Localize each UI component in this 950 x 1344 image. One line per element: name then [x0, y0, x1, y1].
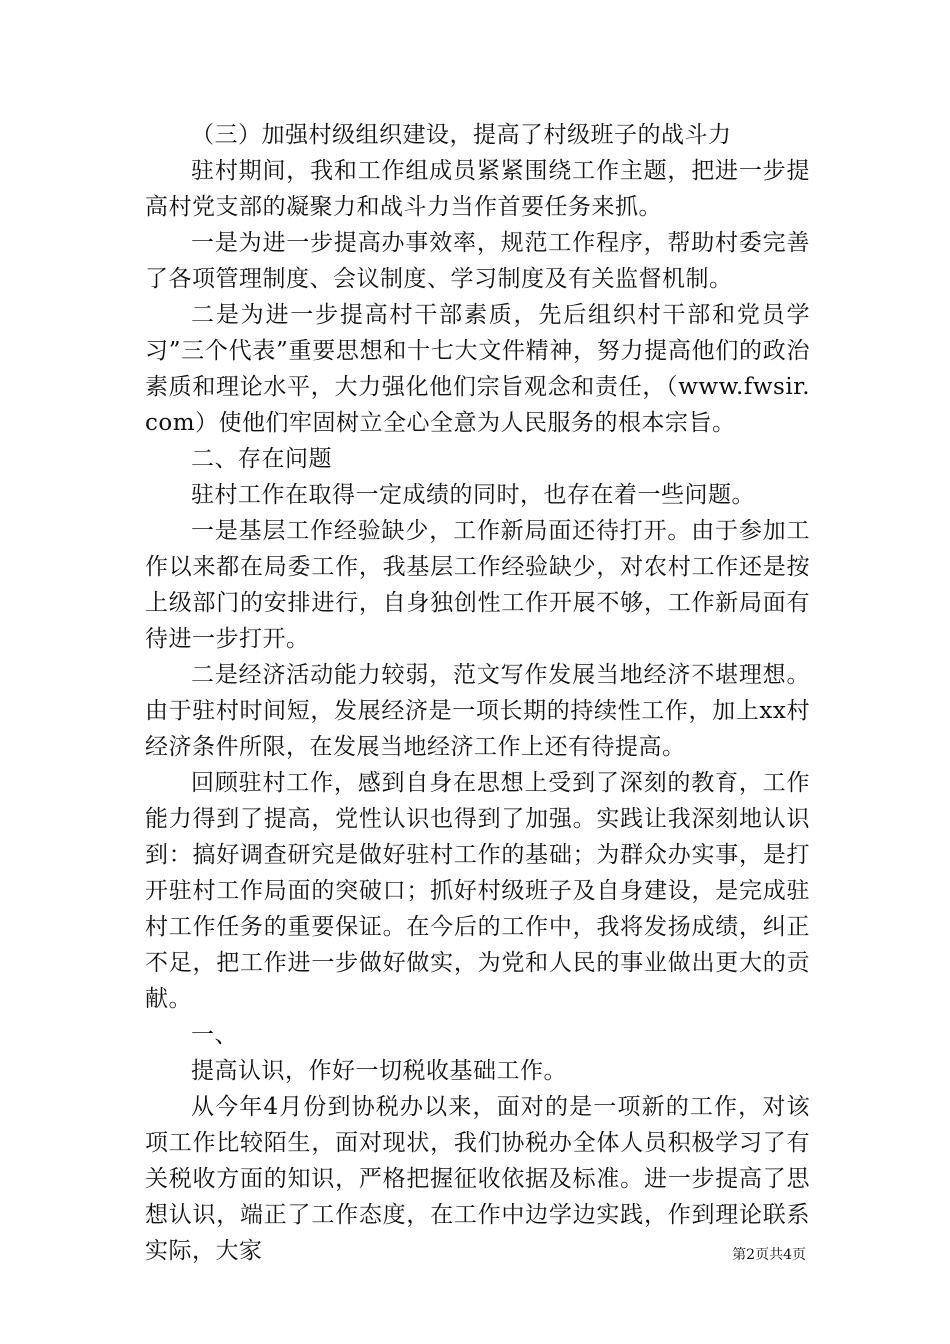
page-number-footer: 第2页共4页: [732, 1247, 806, 1263]
paragraph: 驻村工作在取得一定成绩的同时，也存在着一些问题。: [191, 482, 755, 508]
paragraph: 二是为进一步提高村干部素质，先后组织村干部和党员学习”三个代表”重要思想和十七大文件精神，努力提高他们的政治素质和理论水平，大力强化他们宗旨观念和责任，（www.fwsir.com）使他们牢固树立全心全意为人民服务的根本宗旨。: [145, 302, 810, 436]
paragraph: 驻村期间，我和工作组成员紧紧围绕工作主题，把进一步提高村党支部的凝聚力和战斗力当作首要任务来抓。: [145, 158, 810, 220]
section-heading-village-organization: （三）加强村级组织建设，提高了村级班子的战斗力: [191, 122, 732, 148]
document-body: [145, 117, 810, 1269]
paragraph: 回顾驻村工作，感到自身在思想上受到了深刻的教育，工作能力得到了提高，党性认识也得到了加强。实践让我深刻地认识到：搞好调查研究是做好驻村工作的基础；为群众办实事，是打开驻村工作局面的突破口；抓好村级班子及自身建设，是完成驻村工作任务的重要保证。在今后的工作中，我将发扬成绩，纠正不足，把工作进一步做好做实，为党和人民的事业做出更大的贡献。: [145, 770, 810, 1012]
paragraph: 从今年4月份到协税办以来，面对的是一项新的工作，对该项工作比较陌生，面对现状，我们协税办全体人员积极学习了有关税收方面的知识，严格把握征收依据及标准。进一步提高了思想认识，端正了工作态度，在工作中边学边实践，作到理论联系实际，大家: [145, 1094, 810, 1264]
section-heading-problems: 二、存在问题: [191, 446, 332, 472]
paragraph: 一是为进一步提高办事效率，规范工作程序，帮助村委完善了各项管理制度、会议制度、学习制度及有关监督机制。: [145, 230, 810, 292]
section-heading-tax: 提高认识，作好一切税收基础工作。: [191, 1058, 567, 1084]
section-number: 一、: [191, 1022, 238, 1048]
paragraph: 一是基层工作经验缺少，工作新局面还待打开。由于参加工作以来都在局委工作，我基层工作经验缺少，对农村工作还是按上级部门的安排进行，自身独创性工作开展不够，工作新局面有待进一步打开。: [145, 518, 810, 652]
paragraph: 二是经济活动能力较弱，范文写作发展当地经济不堪理想。由于驻村时间短，发展经济是一项长期的持续性工作，加上xx村经济条件所限，在发展当地经济工作上还有待提高。: [145, 662, 810, 760]
